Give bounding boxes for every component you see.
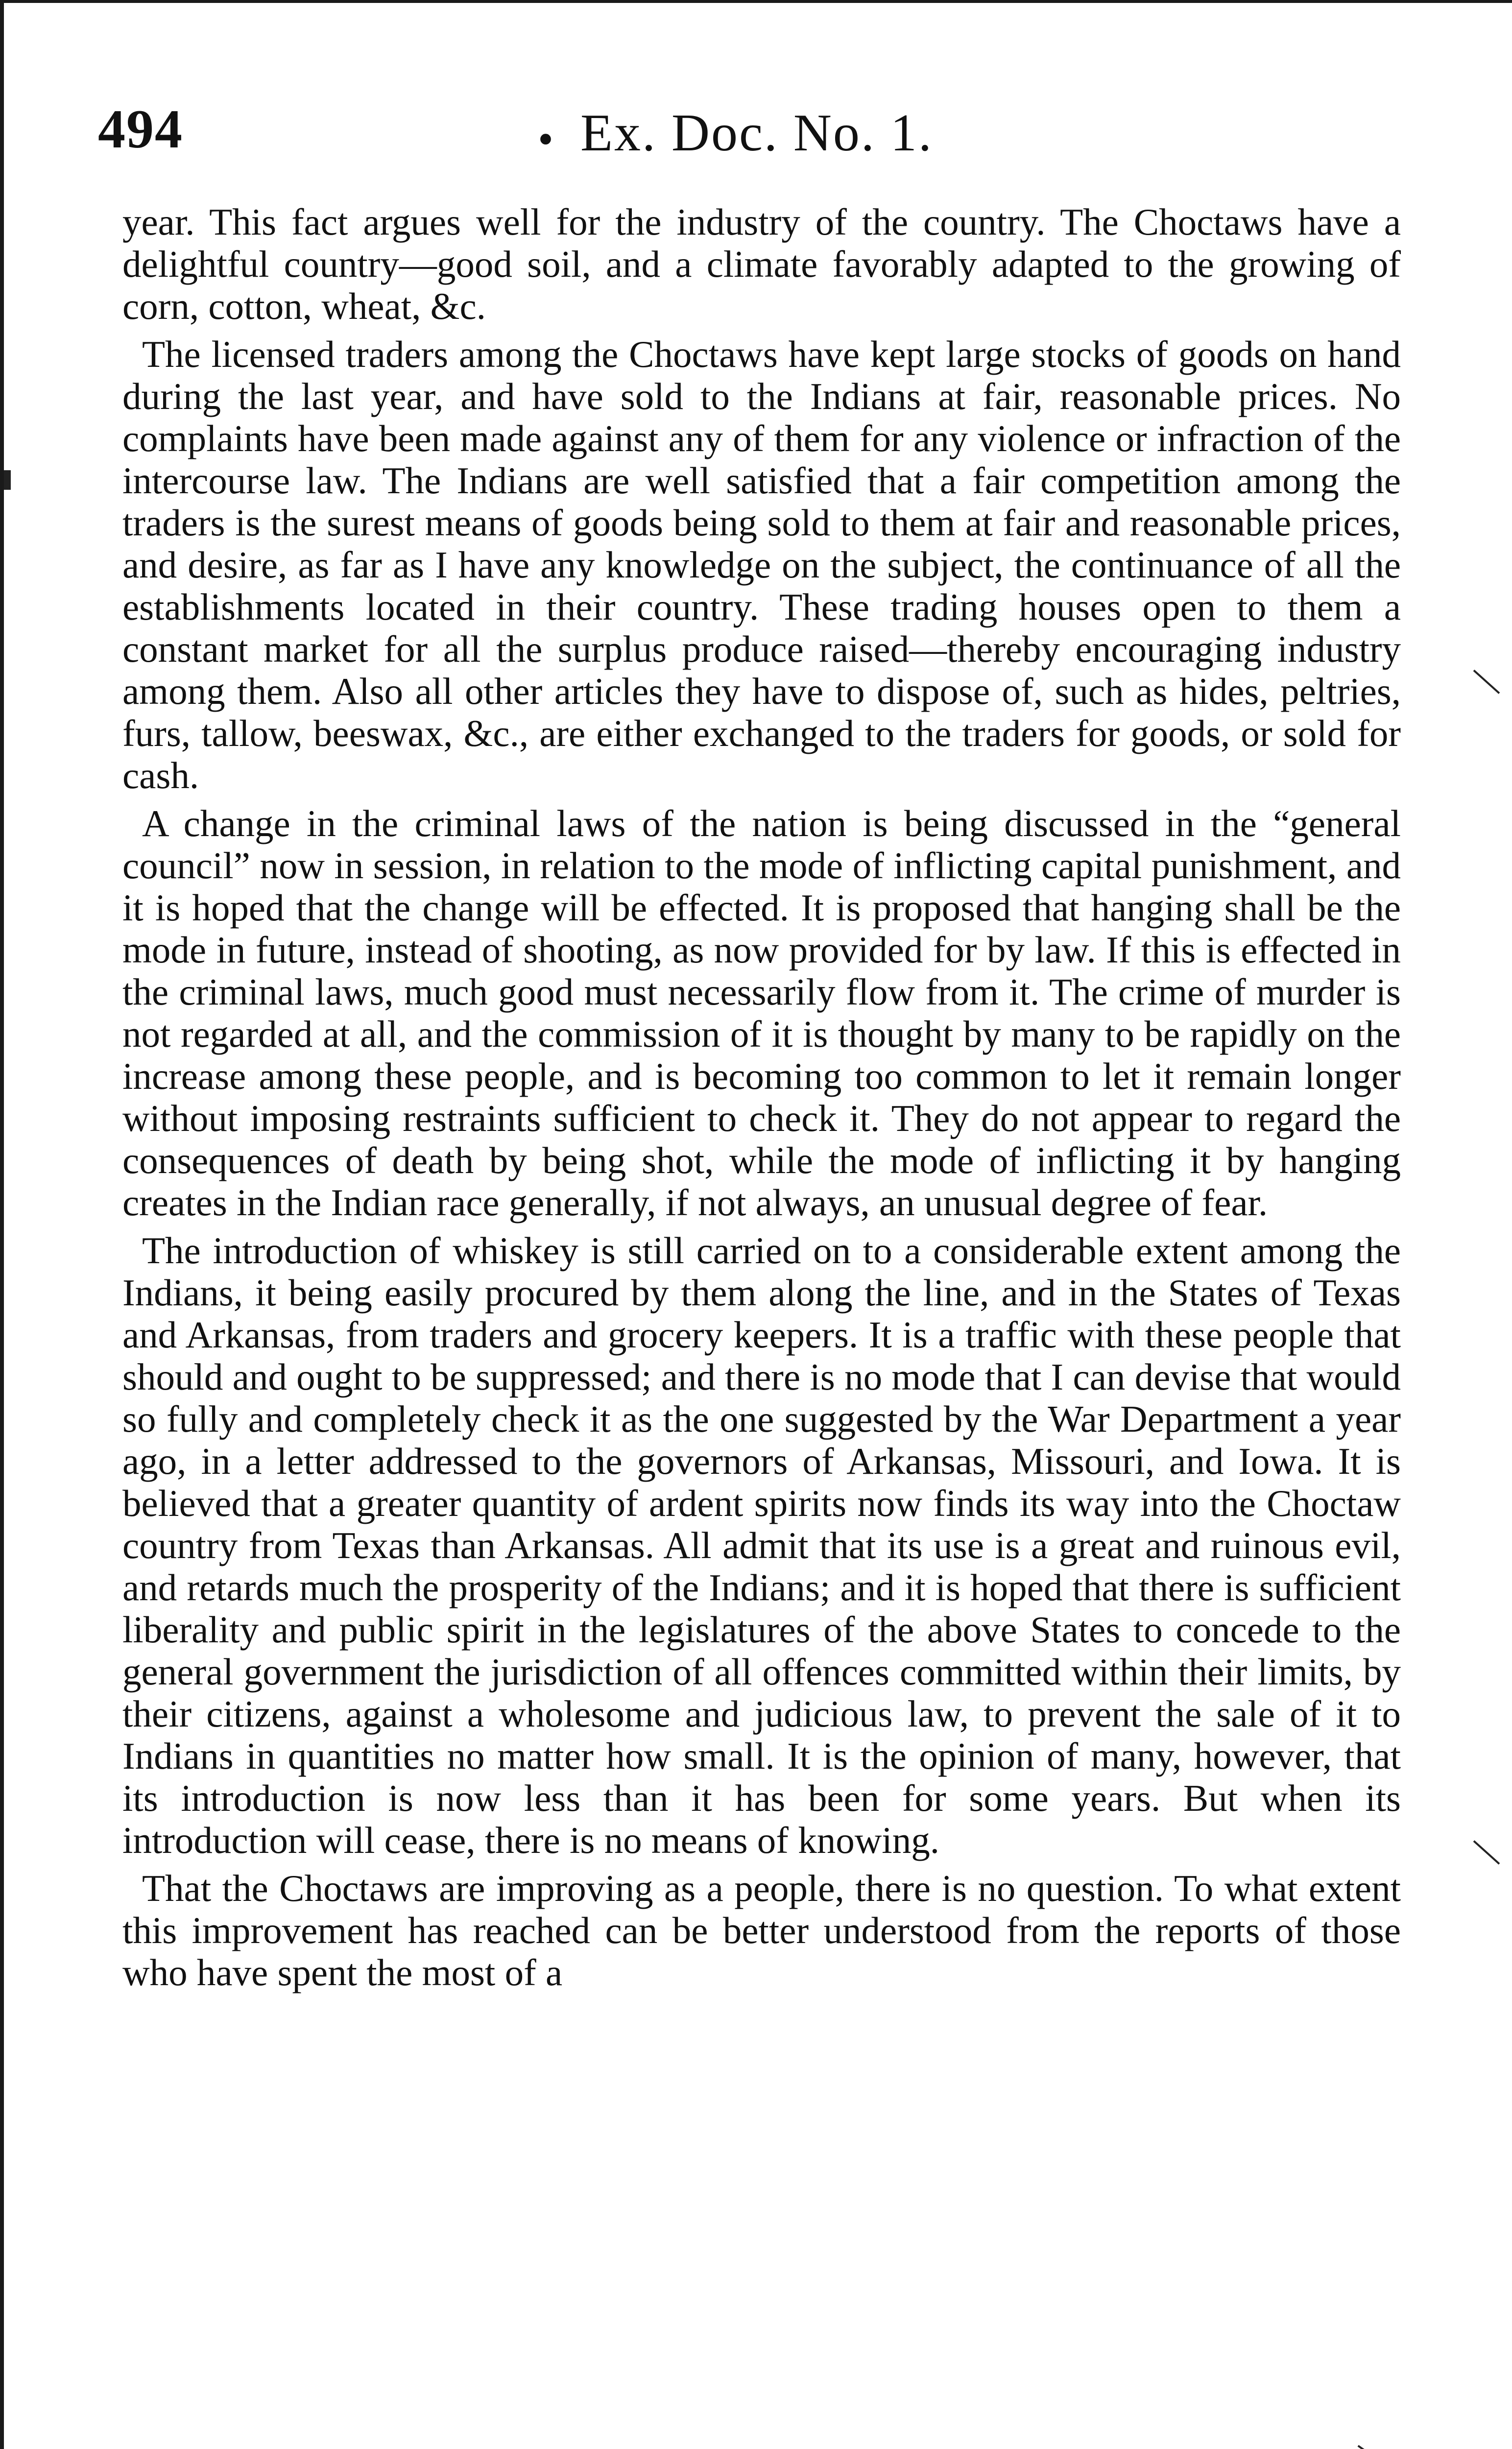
page-header (98, 98, 1381, 171)
page-edge-left (0, 0, 4, 2449)
margin-mark (1473, 670, 1500, 694)
body-text (122, 201, 1401, 1999)
paragraph-5: That the Choctaws are improving as a people, there is no question. To what extent this improvement has reached can be better understood from the reports of those who have spent the most of a (122, 1867, 1401, 1993)
paragraph-1: year. This fact argues well for the industry of the country. The Choctaws have a delightful country—good soil, and a climate favorably adapted to the growing of corn, cotton, wheat, &c. (122, 201, 1401, 327)
page-number: 494 (98, 99, 183, 160)
paragraph-4: The introduction of whiskey is still carried on to a considerable extent among the Indians, it being easily procured by them along the line, and in the States of Texas and Arkansas, from traders and grocery keepers. It is a traffic with these people that should and ought to be suppressed; and there is no mode that I can devise that would so fully and completely check it as the one suggested by the War Department a year ago, in a letter addressed to the governors of Arkansas, Missouri, and Iowa. It is believed that a greater quantity of ardent spirits now finds its way into the Choctaw country from Texas than Arkansas. All admit that its use is a great and ruinous evil, and retards much the prosperity of the Indians; and it is hoped that there is sufficient liberality and public spirit in the legislatures of the above States to concede to the general government the jurisdiction of all offences committed within their limits, by their citizens, against a wholesome and judicious law, to prevent the sale of it to Indians in quantities no matter how small. It is the opinion of many, however, that its introduction is now less than it has been for some years. But when its introduction will cease, there is no means of knowing. (122, 1229, 1401, 1861)
margin-mark (1358, 2445, 1371, 2449)
page-edge-top (0, 0, 1512, 3)
margin-mark (1473, 1840, 1500, 1865)
margin-mark (4, 470, 11, 490)
paragraph-2: The licensed traders among the Choctaws have kept large stocks of goods on hand during the last year, and have sold to the Indians at fair, reasonable prices. No complaints have been made against any of them for any violence or infraction of the intercourse law. The Indians are well satisfied that a fair competition among the traders is the surest means of goods being sold to them at fair and reasonable prices, and desire, as far as I have any knowledge on the subject, the continuance of all the establishments located in their country. These trading houses open to them a constant market for all the surplus produce raised—thereby encouraging industry among them. Also all other articles they have to dispose of, such as hides, peltries, furs, tallow, beeswax, &c., are either exchanged to the traders for goods, or sold for cash. (122, 333, 1401, 796)
running-head: Ex. Doc. No. 1. (580, 104, 933, 162)
paragraph-3: A change in the criminal laws of the nation is being discussed in the “general council” now in session, in relation to the mode of inflicting capital punishment, and it is hoped that the change will be effected. It is proposed that hanging shall be the mode in future, instead of shooting, as now provided for by law. If this is effected in the criminal laws, much good must necessarily flow from it. The crime of murder is not regarded at all, and the commission of it is thought by many to be rapidly on the increase among these people, and is becoming too common to let it remain longer without imposing restraints sufficient to check it. They do not appear to regard the consequences of death by being shot, while the mode of inflicting it by hanging creates in the Indian race generally, if not always, an unusual degree of fear. (122, 802, 1401, 1224)
header-dot: • (539, 118, 553, 161)
